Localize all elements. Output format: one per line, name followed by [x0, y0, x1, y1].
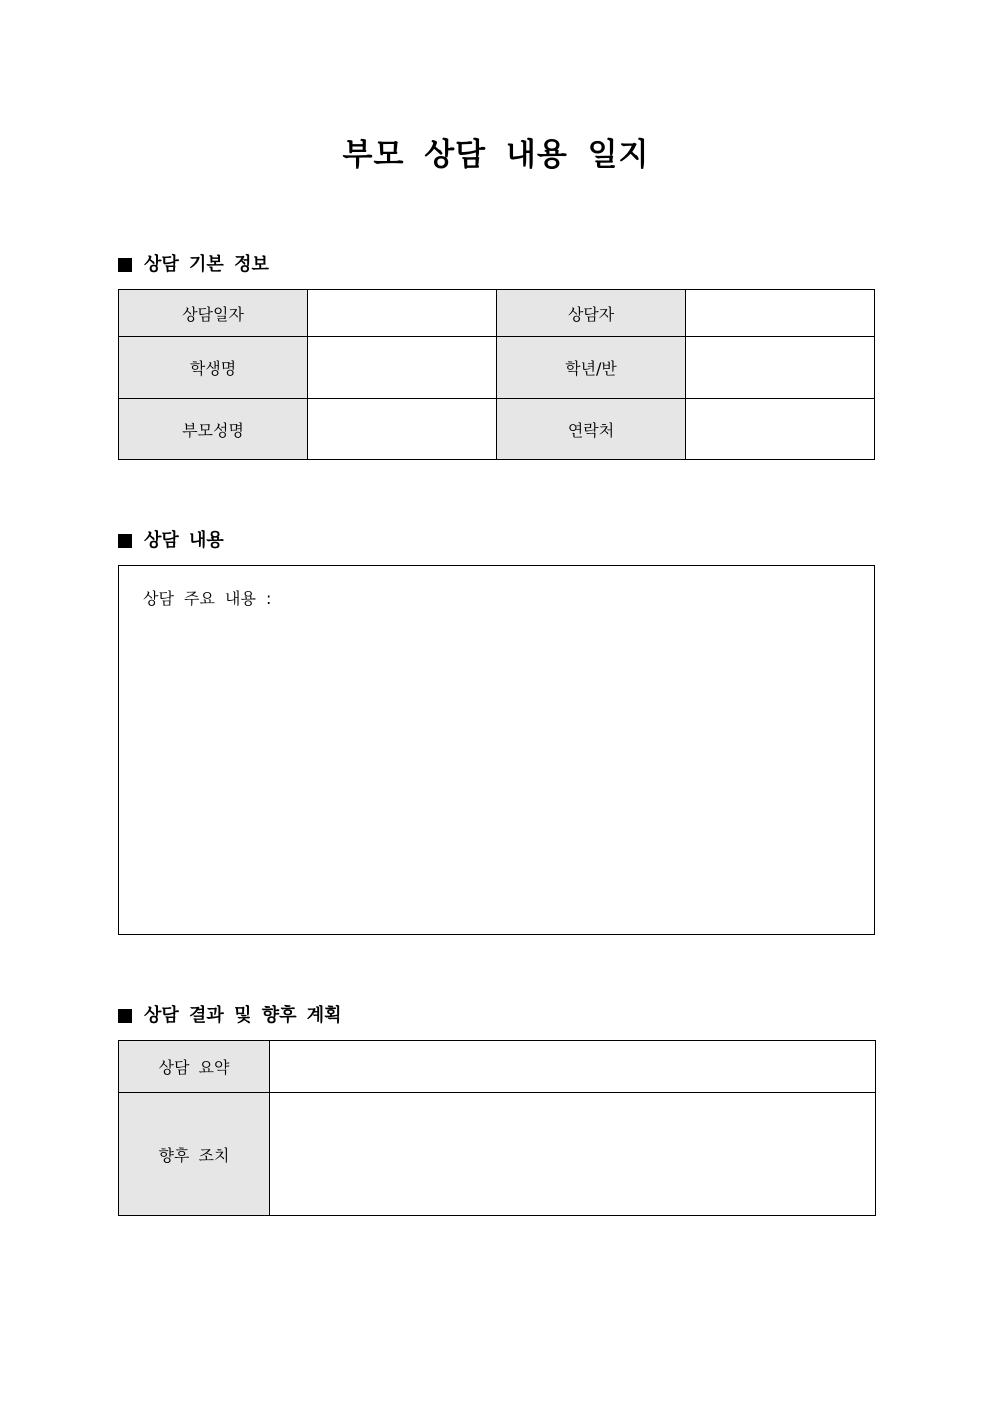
counsel-date-field[interactable]	[308, 290, 497, 337]
label-student-name: 학생명	[119, 337, 308, 399]
section-heading-basic-info	[118, 252, 269, 278]
square-bullet-icon	[118, 258, 132, 272]
table-row	[119, 399, 875, 460]
label-counselor: 상담자	[497, 290, 686, 337]
section-heading-label: 상담 결과 및 향후 계획	[144, 1005, 342, 1026]
section-heading-label: 상담 기본 정보	[144, 254, 269, 275]
future-action-field[interactable]	[270, 1093, 876, 1216]
grade-class-field[interactable]	[686, 337, 875, 399]
label-counsel-date: 상담일자	[119, 290, 308, 337]
student-name-field[interactable]	[308, 337, 497, 399]
table-row	[119, 337, 875, 399]
label-contact: 연락처	[497, 399, 686, 460]
basic-info-table	[118, 289, 875, 460]
parent-name-field[interactable]	[308, 399, 497, 460]
table-row	[119, 1041, 876, 1093]
square-bullet-icon	[118, 534, 132, 548]
content-prompt: 상담 주요 내용 :	[143, 589, 272, 608]
table-row	[119, 1093, 876, 1216]
counselor-field[interactable]	[686, 290, 875, 337]
summary-field[interactable]	[270, 1041, 876, 1093]
section-heading-result	[118, 1003, 342, 1029]
label-future-action: 향후 조치	[119, 1093, 270, 1216]
label-summary: 상담 요약	[119, 1041, 270, 1093]
table-row	[119, 290, 875, 337]
square-bullet-icon	[118, 1009, 132, 1023]
section-heading-content	[118, 528, 224, 554]
label-grade-class: 학년/반	[497, 337, 686, 399]
contact-field[interactable]	[686, 399, 875, 460]
result-table	[118, 1040, 876, 1216]
counsel-content-box[interactable]	[118, 565, 875, 935]
section-heading-label: 상담 내용	[144, 530, 224, 551]
page-title: 부모 상담 내용 일지	[342, 137, 650, 173]
label-parent-name: 부모성명	[119, 399, 308, 460]
